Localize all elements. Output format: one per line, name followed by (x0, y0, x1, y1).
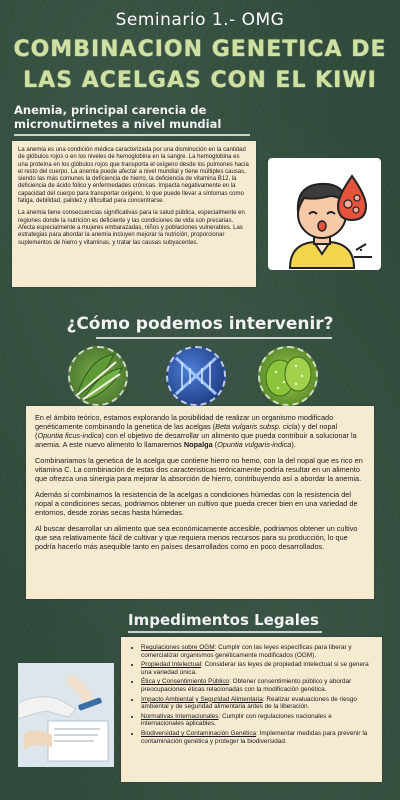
legal-item: • Propiedad Intelectual: Considerar las leyes de propiedad intelectual si se genera una variedad única. (141, 661, 374, 676)
intervene-paragraph-2: Combinariamos la genetica de la acelga que contiene hierro no hemo, con la del nopal que es rico en vitamina C. La combinación de estas dos caracteristicas teóricamente podría resultar en un alimento que ofrezca una sinergia para mejorar la absorción de hierro, contribuyendo así a abordar la anemia. (35, 456, 363, 483)
legal-text-box (121, 637, 382, 782)
main-title-line1: COMBINACION GENETICA DE (13, 37, 387, 62)
sick-person-illustration (268, 158, 381, 270)
legal-item: • Regulaciones sobre OGM: Cumplir con las leyes específicas para liberar y comercializar organismos genéticamente modificados (OGM). (141, 644, 374, 659)
legal-documents-photo (18, 663, 114, 767)
intervene-title-underline (96, 337, 332, 339)
legal-item: • Impacto Ambiental y Seguridad Alimentaria: Realizar evaluaciones de riesgo ambiental y de seguridad alimentaria antes de la liberación. (141, 696, 374, 711)
anemia-paragraph-1: La anemia es una condición médica caracterizada por una disminución en la cantidad de glóbulos rojos o en los niveles de hemoglobina en la sangre. La hemoglobina es una proteína en los glóbulos rojos que transporta el oxígeno desde los pulmones hacia el resto del cuerpo. La anemia puede afectar a nivel mundial y tiene múltiples causas, siendo las más comunes la deficiencia de hierro, la deficiencia de vitamina B12, la deficiencia de ácido fólico y enfermedades crónicas. Impacta negativamente en la capacidad del cuerpo para transportar oxígeno, lo que puede llevar a síntomas como fatiga, debilidad, palidez y dificultad para concentrarse. (18, 147, 249, 205)
intervene-paragraph-3: Además si combinamos la resistencia de la acelgas a condiciones húmedas con la resistencia del nopal a condiciones secas, podriamos obtener un cultivo que pueda crecer bien en una variedad de entornos, desde zonas secas hasta húmedas. (35, 490, 358, 517)
nopal-icon (260, 348, 316, 404)
intervene-text-box (26, 406, 374, 599)
legal-item: • Ética y Consentimiento Público: Obtener consentimiento público y abordar preocupaciones éticas relacionadas con la modificación genética. (141, 678, 374, 693)
anemia-title (14, 103, 254, 131)
legal-item: • Biodiversidad y Contaminación Genética: Implementar medidas para prevenir la contaminación genética y proteger la biodiversidad. (141, 730, 374, 745)
anemia-paragraph-2: La anemia tiene consecuencias significativas para la salud pública, especialmente en regiones donde la nutrición es deficiente y las condiciones de vida son precarias. Afecta especialmente a mujeres embarazadas, niños y poblaciones vulnerables. Las estrategias para abordar la anemia incluyen mejorar la nutrición, proporcionar suplementos de hierro y vitaminas, y tratar las causas subyacentes. (18, 210, 245, 246)
blood-drop-icon (338, 176, 366, 220)
nopal-image (258, 346, 318, 406)
main-title (0, 34, 400, 96)
intervene-title: ¿Cómo podemos intervenir? (66, 314, 334, 334)
anemia-text-box (12, 141, 256, 287)
main-title-line2: LAS ACELGAS CON EL KIWI (23, 68, 377, 93)
legal-list (129, 644, 374, 745)
anemia-title-line1: Anemia, principal carencia de (14, 103, 207, 117)
intervene-paragraph-4: Al buscar desarrollar un alimento que sea económicamente accesible, podriamos obtener un cultivo que sea relativamente fácil de cultivar y que requiera menos recursos para su producción, lo que podría hacerlo más asequible tanto en países desarrollados como en poco desarrollados. (35, 524, 358, 551)
intervene-paragraph-1: En el ámbito teórico, estamos explorando la posibilidad de realizar un organismo modificado genéticamente combinando la genetica de las acelgas (Beta vulgaris subsp. cicla) y del nopal (Opuntia ficus-indica) con el objetivo de desarrollar un alimento que pueda contribuir a solucionar la anemia. A este nuevo alimento lo llamaremos Nopalga (Opuntia vulgaris-indica). (35, 413, 357, 449)
chard-image (68, 346, 128, 406)
dna-icon (168, 348, 224, 404)
dna-image (166, 346, 226, 406)
legal-title-underline (128, 631, 322, 633)
legal-title: Impedimentos Legales (128, 611, 319, 629)
super-title: Seminario 1.- OMG (115, 10, 285, 30)
anemia-title-line2: micronutirnetes a nivel mundial (14, 117, 222, 131)
anemia-title-underline (14, 134, 250, 136)
legal-item: • Normativas Internacionales: Cumplir con regulaciones nacionales e internacionales aplicables. (141, 713, 374, 728)
chard-icon (70, 348, 126, 404)
